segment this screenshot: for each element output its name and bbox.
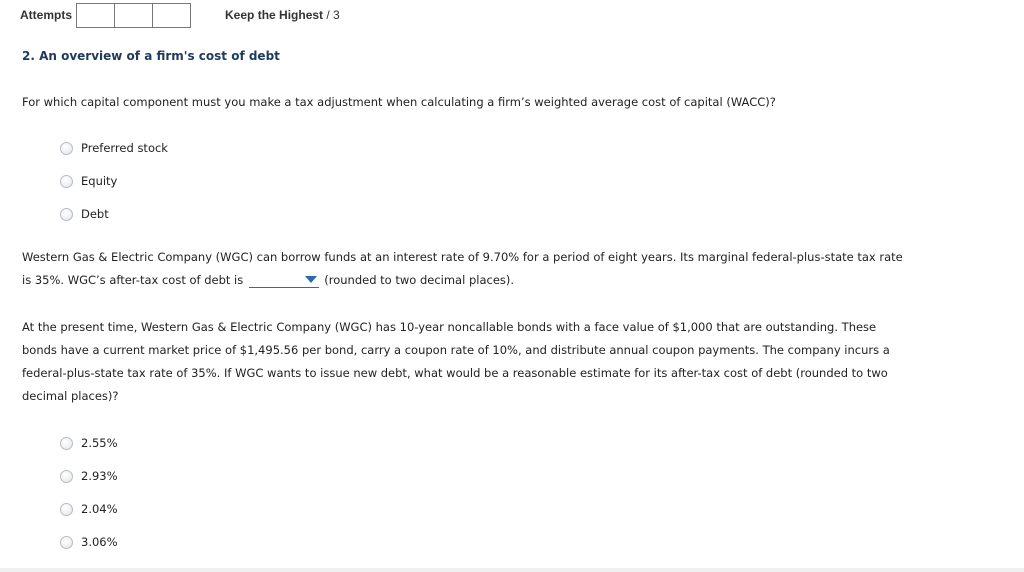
- radio-button[interactable]: [60, 208, 73, 221]
- radio-button[interactable]: [60, 503, 73, 516]
- attempts-header: [20, 2, 340, 28]
- keep-highest-label: Keep the Highest: [225, 8, 324, 22]
- question-2-text-after: (rounded to two decimal places).: [324, 273, 515, 287]
- attempt-box-1: [77, 4, 115, 27]
- option-2-04[interactable]: [60, 493, 118, 526]
- option-label: 3.06%: [81, 534, 118, 549]
- question-2-text-before: Western Gas & Electric Company (WGC) can borrow funds at an interest rate of 9.70% for a period of eight years. Its marginal federal-plus-state tax rate is 35%. WGC’s after-tax cost of debt is: [22, 250, 903, 287]
- bottom-divider: [0, 568, 1024, 572]
- radio-button[interactable]: [60, 142, 73, 155]
- question-1-text: For which capital component must you make a tax adjustment when calculating a firm’s weighted average cost of capital (WACC)?: [22, 95, 776, 109]
- chevron-down-icon: [305, 276, 317, 283]
- question-3-text: At the present time, Western Gas & Electric Company (WGC) has 10-year noncallable bonds with a face value of $1,000 that are outstanding. These bonds have a current market price of $1,495.56 per bond, carry a coupon rate of 10%, and distribute annual coupon payments. The company incurs a federal-plus-state tax rate of 35%. If WGC wants to issue new debt, what would be a reasonable estimate for its after-tax cost of debt (rounded to two decimal places)?: [22, 320, 890, 403]
- option-label: 2.04%: [81, 501, 118, 516]
- attempt-box-2: [115, 4, 153, 27]
- option-equity[interactable]: [60, 165, 168, 198]
- question-1-options: [60, 132, 168, 231]
- option-label: Equity: [81, 173, 118, 188]
- after-tax-cost-dropdown[interactable]: [249, 273, 319, 288]
- keep-highest-score: / 3: [323, 8, 340, 22]
- question-3-options: [60, 427, 118, 559]
- option-preferred-stock[interactable]: [60, 132, 168, 165]
- option-2-55[interactable]: [60, 427, 118, 460]
- option-3-06[interactable]: [60, 526, 118, 559]
- question-2-text: [22, 246, 912, 292]
- option-label: Preferred stock: [81, 140, 168, 155]
- attempts-label: Attempts: [20, 8, 73, 22]
- radio-button[interactable]: [60, 437, 73, 450]
- radio-button[interactable]: [60, 470, 73, 483]
- keep-highest-text: [225, 8, 340, 22]
- option-label: 2.55%: [81, 435, 118, 450]
- question-title: 2. An overview of a firm's cost of debt: [22, 49, 280, 63]
- option-label: 2.93%: [81, 468, 118, 483]
- attempt-box-3: [153, 4, 190, 27]
- radio-button[interactable]: [60, 536, 73, 549]
- option-label: Debt: [81, 206, 109, 221]
- option-2-93[interactable]: [60, 460, 118, 493]
- option-debt[interactable]: [60, 198, 168, 231]
- attempt-boxes: [76, 3, 191, 28]
- radio-button[interactable]: [60, 175, 73, 188]
